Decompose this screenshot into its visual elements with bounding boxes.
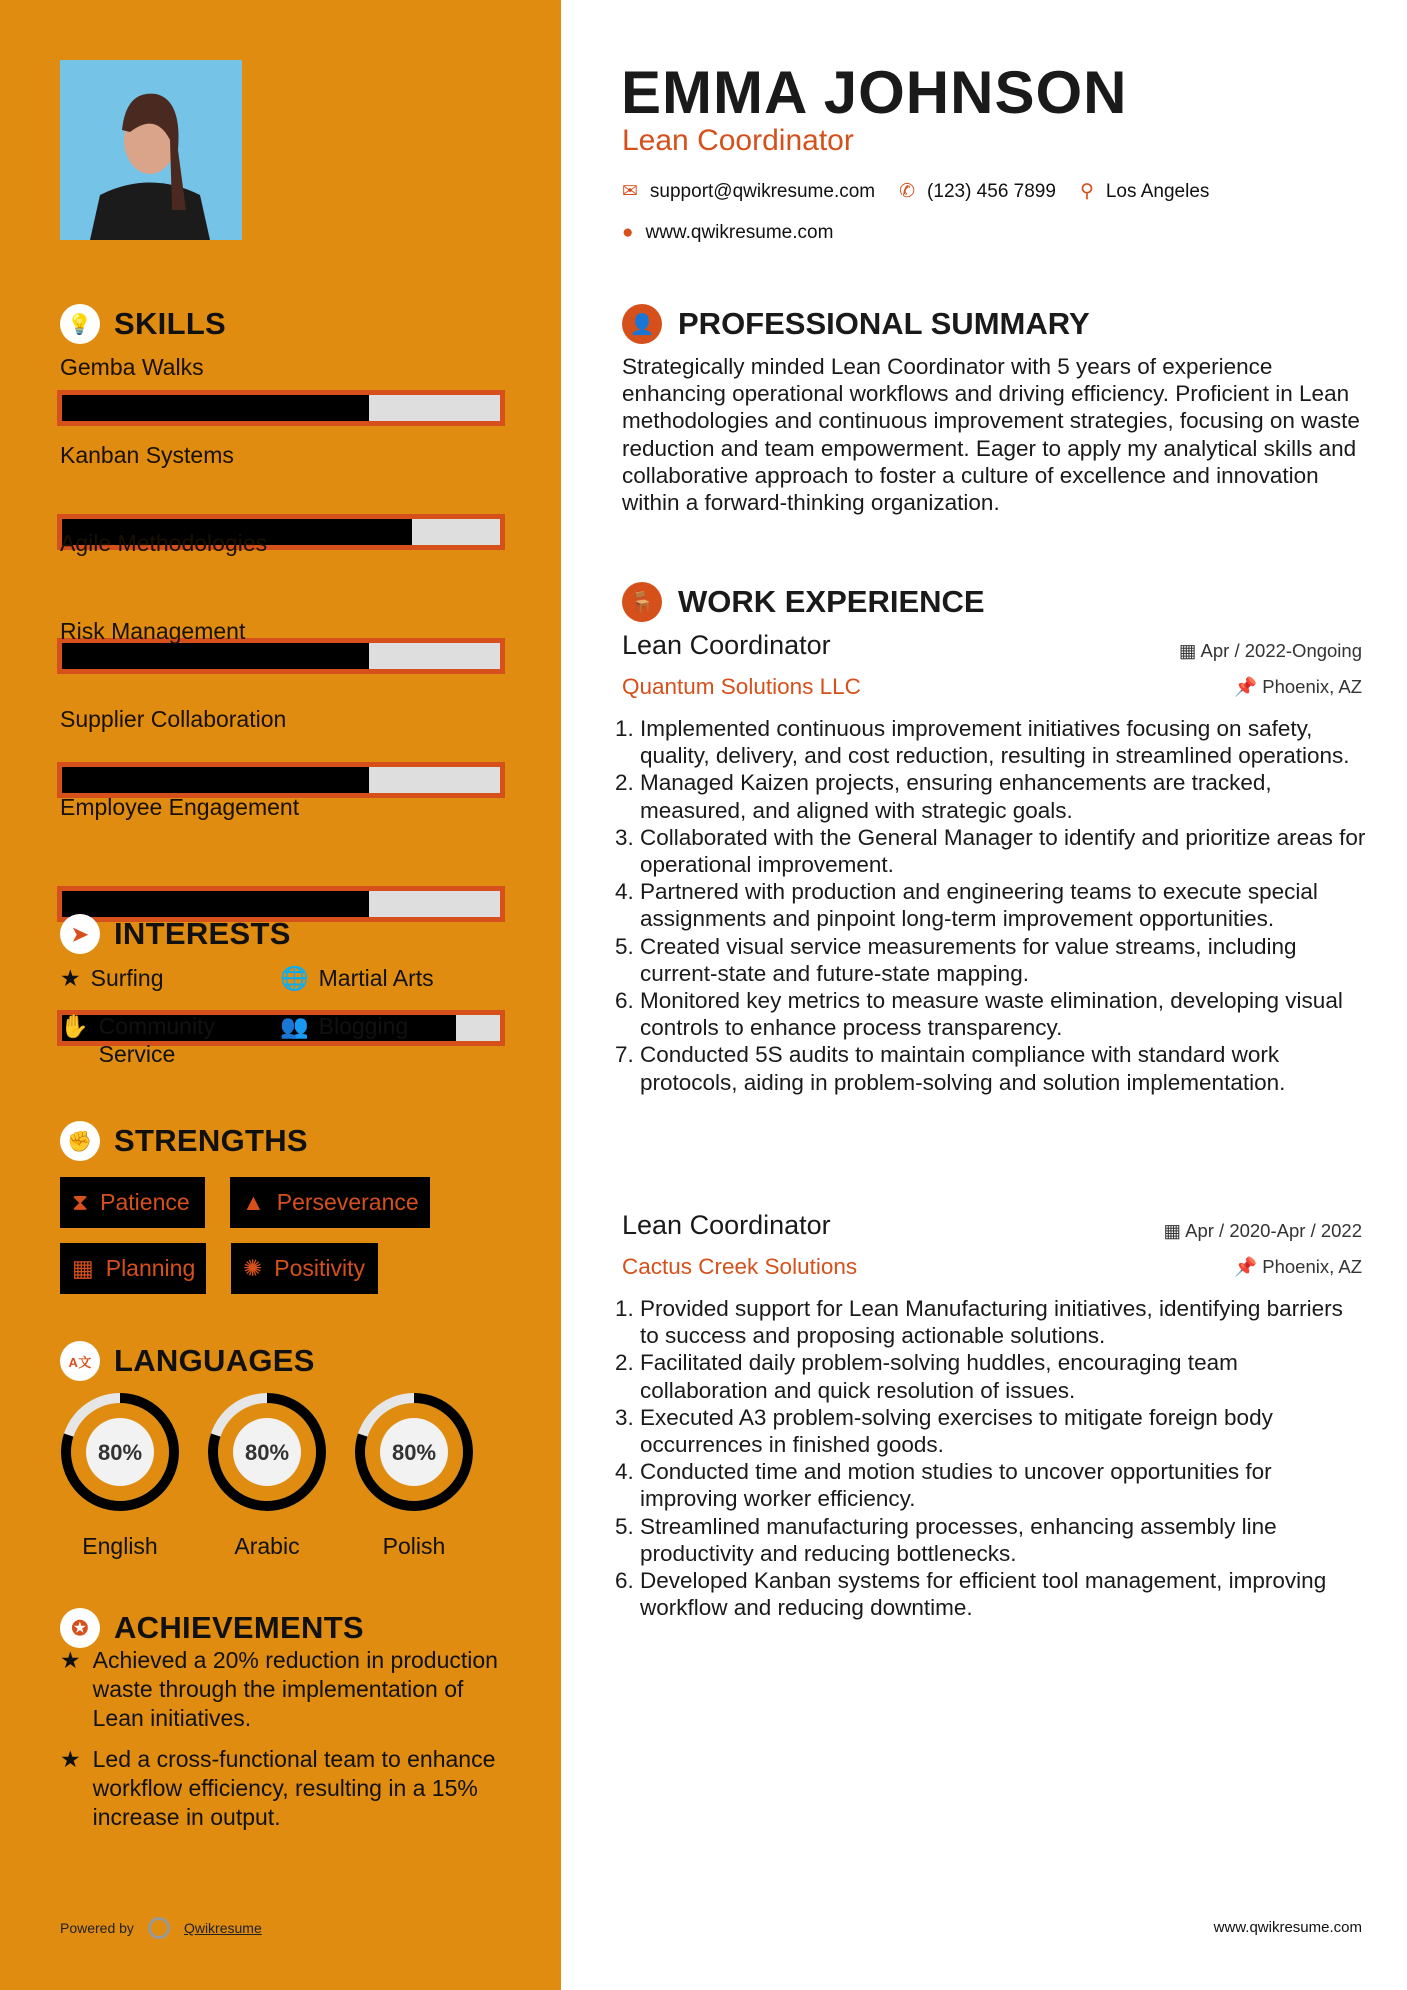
- summary-text: Strategically minded Lean Coordinator with 5 years of experience enhancing operational workflows and driving efficiency. Proficient in Lean methodologies and continuous improvement strategies, focusing on waste reduction and team empowerment. Eager to apply my analytical skills and collaborative approach to foster a culture of excellence and innovation within a forward-thinking organization.: [622, 354, 1360, 516]
- interest-label: Surfing: [90, 965, 164, 991]
- language-name: Arabic: [234, 1533, 300, 1559]
- company-name: Cactus Creek Solutions: [622, 1254, 858, 1279]
- languages-heading: [60, 1341, 315, 1381]
- strength-chip: [231, 1243, 378, 1294]
- calendar-icon: ▦: [72, 1255, 94, 1281]
- skill-bar-fill: [62, 643, 369, 669]
- interest-label: Martial Arts: [318, 965, 434, 991]
- achievements-title: ACHIEVEMENTS: [114, 1610, 364, 1645]
- language-name: Polish: [382, 1533, 446, 1559]
- interest-item: [60, 964, 164, 992]
- job-dates-text: Apr / 2022-Ongoing: [1200, 640, 1362, 661]
- users-icon: 👥: [280, 1013, 309, 1039]
- job-dates: [1164, 1220, 1363, 1242]
- interest-item: [280, 1012, 408, 1040]
- strength-chip: [60, 1243, 206, 1294]
- job-bullet: 6. Developed Kanban systems for efficient tool management, improving workflow and reducing downtime.: [640, 1567, 1367, 1621]
- job-location-text: Phoenix, AZ: [1262, 676, 1362, 697]
- qwikresume-logo-icon: [148, 1917, 170, 1939]
- skill-bar-fill: [62, 767, 369, 793]
- interests-title: INTERESTS: [114, 916, 291, 951]
- experience-heading: [622, 582, 985, 622]
- job-bullet: 2. Managed Kaizen projects, ensuring enhancements are tracked, measured, and aligned with strategic goals.: [640, 769, 1367, 823]
- strength-label: Planning: [105, 1255, 196, 1281]
- footer-website[interactable]: www.qwikresume.com: [1213, 1919, 1362, 1936]
- skill-label: Supplier Collaboration: [60, 706, 287, 732]
- languages-title: LANGUAGES: [114, 1343, 315, 1378]
- skills-title: SKILLS: [114, 306, 227, 341]
- job-title: Lean Coordinator: [622, 1210, 831, 1240]
- language-item: [58, 1390, 182, 1560]
- strength-chip: [230, 1177, 430, 1228]
- job-location: [1234, 676, 1362, 698]
- user-icon: 👤: [622, 304, 662, 344]
- achievement-item: [60, 1745, 500, 1832]
- job-dates: [1179, 640, 1362, 662]
- strengths-title: STRENGTHS: [114, 1123, 308, 1158]
- job-bullet: 4. Conducted time and motion studies to uncover opportunities for improving worker efficiency.: [640, 1458, 1367, 1512]
- calendar-icon: ▦: [1163, 1220, 1186, 1241]
- interest-item: [280, 964, 434, 992]
- job-bullet: 5. Created visual service measurements for value streams, including current-state and future-state mapping.: [640, 933, 1367, 987]
- email[interactable]: support@qwikresume.com: [649, 180, 876, 202]
- skill-label: Risk Management: [60, 618, 246, 644]
- language-percent: 80%: [391, 1440, 437, 1465]
- interest-item: [60, 1012, 250, 1068]
- job-bullet: 6. Monitored key metrics to measure waste elimination, developing visual controls to enhance process transparency.: [640, 987, 1367, 1041]
- language-percent: 80%: [244, 1440, 290, 1465]
- job-bullet: 3. Collaborated with the General Manager to identify and prioritize areas for operational improvement.: [640, 824, 1367, 878]
- language-donut: [58, 1390, 182, 1514]
- language-name: English: [82, 1533, 158, 1559]
- achievement-text: Achieved a 20% reduction in production waste through the implementation of Lean initiatives.: [92, 1647, 498, 1731]
- job-location-text: Phoenix, AZ: [1262, 1256, 1362, 1277]
- job-bullets: [622, 715, 1367, 1096]
- skill-label: Gemba Walks: [60, 354, 204, 380]
- skill-bar: [57, 762, 505, 798]
- hourglass-icon: ⧗: [72, 1189, 89, 1215]
- star-badge-icon: ✪: [60, 1608, 100, 1648]
- candidate-name: EMMA JOHNSON: [621, 59, 1128, 126]
- strength-label: Positivity: [274, 1255, 366, 1281]
- language-donut: [352, 1390, 476, 1514]
- achievement-item: [60, 1646, 500, 1733]
- skill-label: Agile Methodologies: [60, 530, 268, 556]
- location: Los Angeles: [1105, 180, 1210, 202]
- translate-icon: A文: [60, 1341, 100, 1381]
- sidebar: [0, 0, 561, 1990]
- envelope-icon: ✉: [622, 181, 638, 202]
- contact-row: [622, 180, 1209, 203]
- profile-photo: [60, 60, 242, 240]
- calendar-icon: ▦: [1178, 640, 1201, 661]
- office-chair-icon: 🪑: [622, 582, 662, 622]
- road-icon: ▲: [242, 1189, 265, 1215]
- website-row: [622, 222, 833, 244]
- website[interactable]: www.qwikresume.com: [645, 222, 834, 243]
- language-percent: 80%: [97, 1440, 143, 1465]
- phone: (123) 456 7899: [927, 180, 1056, 202]
- shooting-star-icon: ★: [60, 1746, 81, 1772]
- interests-heading: [60, 914, 291, 954]
- paper-plane-icon: ➤: [60, 914, 100, 954]
- job-bullet: 4. Partnered with production and engineering teams to execute special assignments and pinpoint long-term improvement opportunities.: [640, 878, 1367, 932]
- job-bullet: 1. Implemented continuous improvement initiatives focusing on safety, quality, delivery, and cost reduction, resulting in streamlined operations.: [640, 715, 1367, 769]
- globe-icon: ●: [622, 222, 634, 243]
- job-bullet: 3. Executed A3 problem-solving exercises to mitigate foreign body occurrences in finished goods.: [640, 1404, 1367, 1458]
- skills-heading: [60, 304, 226, 344]
- pushpin-icon: 📌: [1234, 676, 1263, 697]
- pushpin-icon: 📌: [1234, 1256, 1263, 1277]
- strength-chip: [60, 1177, 205, 1228]
- strengths-heading: [60, 1121, 308, 1161]
- job-bullet: 1. Provided support for Lean Manufacturing initiatives, identifying barriers to success and proposing actionable solutions.: [640, 1295, 1367, 1349]
- sun-icon: ✺: [243, 1255, 263, 1281]
- powered-by-label: Powered by: [60, 1920, 134, 1936]
- skill-label: Kanban Systems: [60, 442, 234, 468]
- job-title: Lean Coordinator: [622, 630, 831, 660]
- qwikresume-link[interactable]: Qwikresume: [183, 1920, 262, 1936]
- map-pin-icon: ⚲: [1079, 181, 1094, 202]
- job-location: [1234, 1256, 1362, 1278]
- phone-icon: ✆: [899, 181, 916, 202]
- lightbulb-icon: 💡: [60, 304, 100, 344]
- interest-label: Blogging: [318, 1013, 409, 1039]
- language-donut: [205, 1390, 329, 1514]
- strength-label: Perseverance: [276, 1189, 419, 1215]
- summary-heading: [622, 304, 1090, 344]
- achievement-text: Led a cross-functional team to enhance workflow efficiency, resulting in a 15% increase in output.: [92, 1746, 496, 1830]
- interest-label: Community Service: [98, 1013, 215, 1067]
- job-bullet: 7. Conducted 5S audits to maintain compliance with standard work protocols, aiding in problem-solving and solution implementation.: [640, 1041, 1367, 1095]
- skill-label: Employee Engagement: [60, 794, 300, 820]
- experience-title: WORK EXPERIENCE: [678, 584, 985, 619]
- strength-label: Patience: [100, 1189, 190, 1215]
- star-icon: ★: [60, 965, 81, 991]
- summary-title: PROFESSIONAL SUMMARY: [678, 306, 1090, 341]
- language-item: [352, 1390, 476, 1560]
- hand-icon: ✋: [60, 1013, 89, 1039]
- globe-icon: 🌐: [280, 965, 309, 991]
- powered-by: [60, 1917, 262, 1939]
- shooting-star-icon: ★: [60, 1647, 81, 1673]
- job-bullet: 2. Facilitated daily problem-solving huddles, encouraging team collaboration and quick resolution of issues.: [640, 1349, 1367, 1403]
- job-bullets: [622, 1295, 1367, 1621]
- skill-bar-fill: [62, 395, 369, 421]
- fist-icon: ✊: [60, 1121, 100, 1161]
- job-bullet: 5. Streamlined manufacturing processes, enhancing assembly line productivity and reducing bottlenecks.: [640, 1513, 1367, 1567]
- company-name: Quantum Solutions LLC: [622, 674, 861, 699]
- job-dates-text: Apr / 2020-Apr / 2022: [1185, 1220, 1362, 1241]
- language-item: [205, 1390, 329, 1560]
- job-title: Lean Coordinator: [622, 124, 854, 157]
- achievements-heading: [60, 1608, 364, 1648]
- skill-bar: [57, 390, 505, 426]
